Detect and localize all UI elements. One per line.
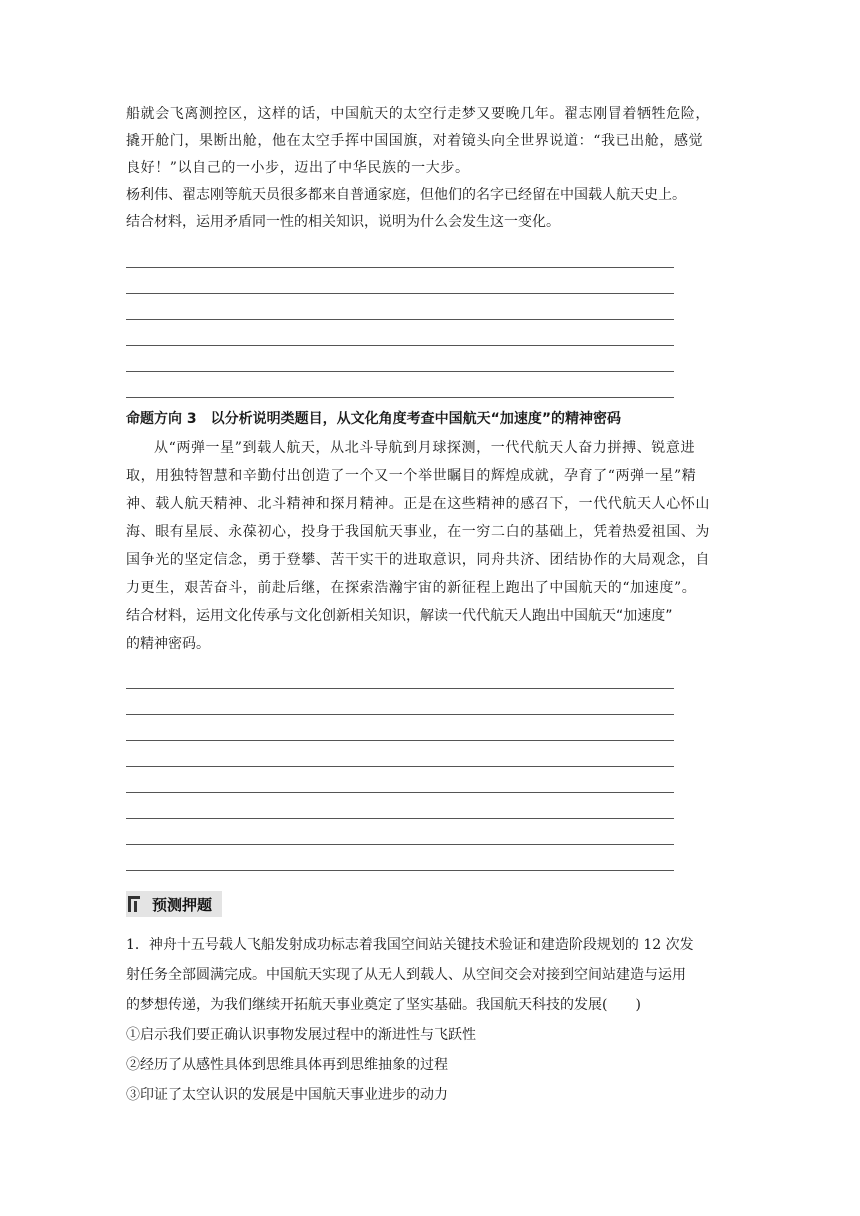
- answer-line[interactable]: [126, 792, 674, 793]
- answer-line[interactable]: [126, 766, 674, 767]
- answer-line[interactable]: [126, 844, 674, 845]
- material-line: 船就会飞离测控区，这样的话，中国航天的太空行走梦又要晚几年。翟志刚冒着牺牲危险，: [126, 106, 710, 122]
- material-line: 海、眼有星辰、永葆初心，投身于我国航天事业，在一穷二白的基础上，凭着热爱祖国、为: [126, 524, 710, 540]
- badge-label: 预测押题: [152, 895, 213, 914]
- answer-line[interactable]: [126, 688, 674, 689]
- option-item: ②经历了从感性具体到思维具体再到思维抽象的过程: [126, 1057, 448, 1073]
- section-badge: [126, 891, 222, 917]
- material-line: 力更生，艰苦奋斗，前赴后继，在探索浩瀚宇宙的新征程上跑出了中国航天的“加速度”。: [126, 580, 697, 596]
- material-line: 良好！”以自己的一小步，迈出了中华民族的一大步。: [126, 160, 470, 176]
- question-stem: 射任务全部圆满完成。中国航天实现了从无人到载人、从空间交会对接到空间站建造与运用: [126, 967, 686, 983]
- answer-line[interactable]: [126, 870, 674, 871]
- question-stem: 的梦想传递，为我们继续开拓航天事业奠定了坚实基础。我国航天科技的发展( ): [126, 997, 641, 1013]
- material-line: 从“两弹一星”到载人航天，从北斗导航到月球探测，一代代航天人奋力拼搏、锐意进: [154, 440, 696, 456]
- answer-line[interactable]: [126, 267, 674, 268]
- answer-line[interactable]: [126, 319, 674, 320]
- answer-line[interactable]: [126, 345, 674, 346]
- answer-line[interactable]: [126, 371, 674, 372]
- section-marker-icon: [126, 891, 144, 917]
- material-line: 神、载人航天精神、北斗精神和探月精神。正是在这些精神的感召下，一代代航天人心怀山: [126, 496, 710, 512]
- material-line: 取，用独特智慧和辛勤付出创造了一个又一个举世瞩目的辉煌成就，孕育了“两弹一星”精: [126, 468, 697, 484]
- material-summary: 杨利伟、翟志刚等航天员很多都来自普通家庭，但他们的名字已经留在中国载人航天史上。: [126, 187, 686, 203]
- question-stem: 1．神舟十五号载人飞船发射成功标志着我国空间站关键技术验证和建造阶段规划的 12 次发: [126, 937, 694, 953]
- material-line: 撬开舱门，果断出舱，他在太空手挥中国国旗，对着镜头向全世界说道：“我已出舱，感觉: [126, 133, 704, 149]
- answer-line[interactable]: [126, 397, 674, 398]
- question-text: 结合材料，运用文化传承与文化创新相关知识，解读一代代航天人跑出中国航天“加速度”: [126, 608, 673, 624]
- material-continuation: [126, 101, 736, 236]
- section3-material: [126, 434, 736, 658]
- answer-line[interactable]: [126, 818, 674, 819]
- option-item: ①启示我们要正确认识事物发展过程中的渐进性与飞跃性: [126, 1027, 476, 1043]
- answer-line[interactable]: [126, 293, 674, 294]
- answer-line[interactable]: [126, 714, 674, 715]
- question-text: 的精神密码。: [126, 636, 210, 652]
- answer-line[interactable]: [126, 740, 674, 741]
- question-1: [126, 930, 741, 1110]
- material-line: 国争光的坚定信念，勇于登攀、苦干实干的进取意识，同舟共济、团结协作的大局观念，自: [126, 552, 710, 568]
- section-heading: 命题方向 3 以分析说明类题目，从文化角度考查中国航天“加速度”的精神密码: [126, 411, 622, 427]
- option-item: ③印证了太空认识的发展是中国航天事业进步的动力: [126, 1087, 448, 1103]
- question-text: 结合材料，运用矛盾同一性的相关知识，说明为什么会发生这一变化。: [126, 214, 560, 230]
